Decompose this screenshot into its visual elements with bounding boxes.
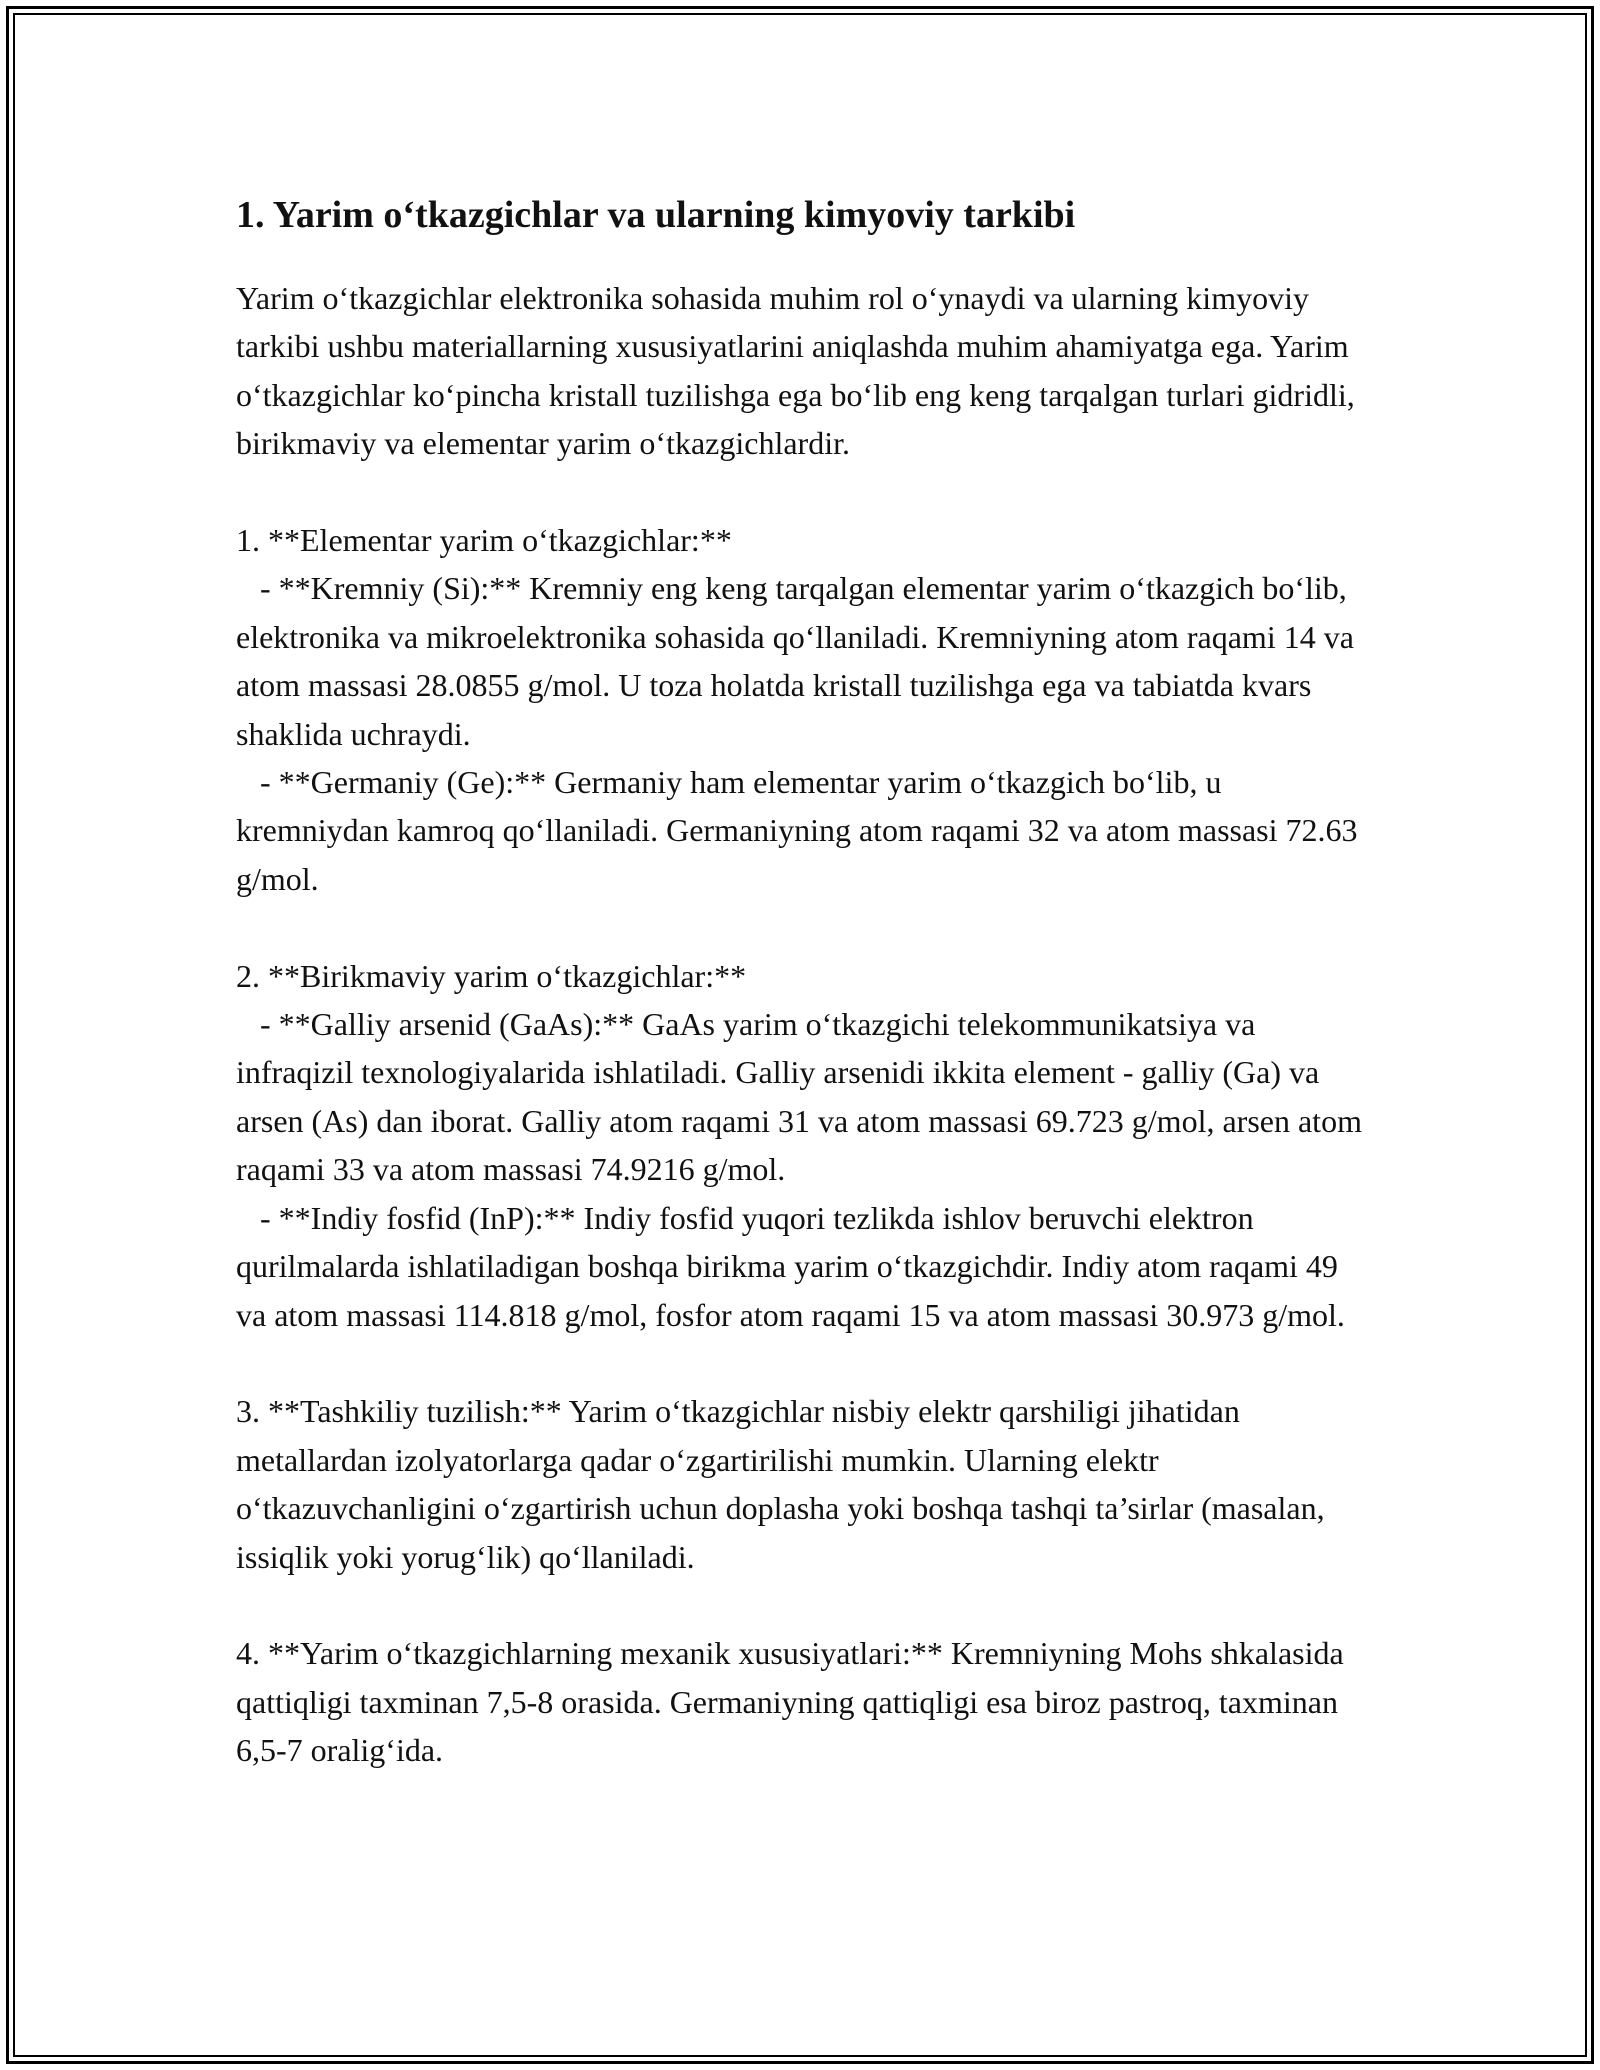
- section-2-item-gaas: - **Galliy arsenid (GaAs):** GaAs yarim o‘tkazgichi telekommunikatsiya va infraqizil texnologiyalarida ishlatiladi. Galliy arsenidi ikkita element - galliy (Ga) va arsen (As) dan iborat. Galliy atom raqami 31 va atom massasi 69.723 g/mol, arsen atom raqami 33 va atom massasi 74.9216 g/mol.: [236, 1006, 1370, 1188]
- section-heading: 1. Yarim o‘tkazgichlar va ularning kimyoviy tarkibi: [236, 194, 1076, 236]
- section-1-item-silicon: - **Kremniy (Si):** Kremniy eng keng tarqalgan elementar yarim o‘tkazgich bo‘lib, elektronika va mikroelektronika sohasida qo‘llaniladi. Kremniyning atom raqami 14 va atom massasi 28.0855 g/mol. U toza holatda kristall tuzilishga ega va tabiatda kvars shaklida uchraydi.: [236, 570, 1362, 752]
- paragraph-gap: [236, 1581, 1366, 1629]
- section-1-item-germanium: - **Germaniy (Ge):** Germaniy ham elementar yarim o‘tkazgich bo‘lib, u kremniydan kamroq qo‘llaniladi. Germaniyning atom raqami 32 va atom massasi 72.63 g/mol.: [236, 764, 1366, 897]
- document-body: [236, 188, 1370, 1775]
- section-1-title: 1. **Elementar yarim o‘tkazgichlar:**: [236, 522, 732, 559]
- paragraph-3: 3. **Tashkiliy tuzilish:** Yarim o‘tkazgichlar nisbiy elektr qarshiligi jihatidan metallardan izolyatorlarga qadar o‘zgartirilishi mumkin. Ularning elektr o‘tkazuvchanligini o‘zgartirish uchun doplasha yoki boshqa tashqi ta’sirlar (masalan, issiqlik yoki yorug‘lik) qo‘llaniladi.: [236, 1393, 1333, 1575]
- paragraph-gap: [236, 903, 1366, 951]
- section-2-title: 2. **Birikmaviy yarim o‘tkazgichlar:**: [236, 957, 747, 994]
- paragraph-4: 4. **Yarim o‘tkazgichlarning mexanik xususiyatlari:** Kremniyning Mohs shkalasida qattiqligi taxminan 7,5-8 orasida. Germaniyning qattiqligi esa biroz pastroq, taxminan 6,5-7 oralig‘ida.: [236, 1635, 1352, 1769]
- paragraph-gap: [236, 1339, 1366, 1387]
- intro-paragraph: Yarim o‘tkazgichlar elektronika sohasida muhim rol o‘ynaydi va ularning kimyoviy tarkibi ushbu materiallarning xususiyatlarini aniqlashda muhim ahamiyatga ega. Yarim o‘tkazgichlar ko‘pincha kristall tuzilishga ega bo‘lib eng keng tarqalgan turlari gidridli, birikmaviy va elementar yarim o‘tkazgichlardir.: [236, 280, 1363, 462]
- paragraph-gap: [236, 468, 1366, 516]
- section-2-item-inp: - **Indiy fosfid (InP):** Indiy fosfid yuqori tezlikda ishlov beruvchi elektron qurilmalarda ishlatiladigan boshqa birikma yarim o‘tkazgichdir. Indiy atom raqami 49 va atom massasi 114.818 g/mol, fosfor atom raqami 15 va atom massasi 30.973 g/mol.: [236, 1199, 1346, 1333]
